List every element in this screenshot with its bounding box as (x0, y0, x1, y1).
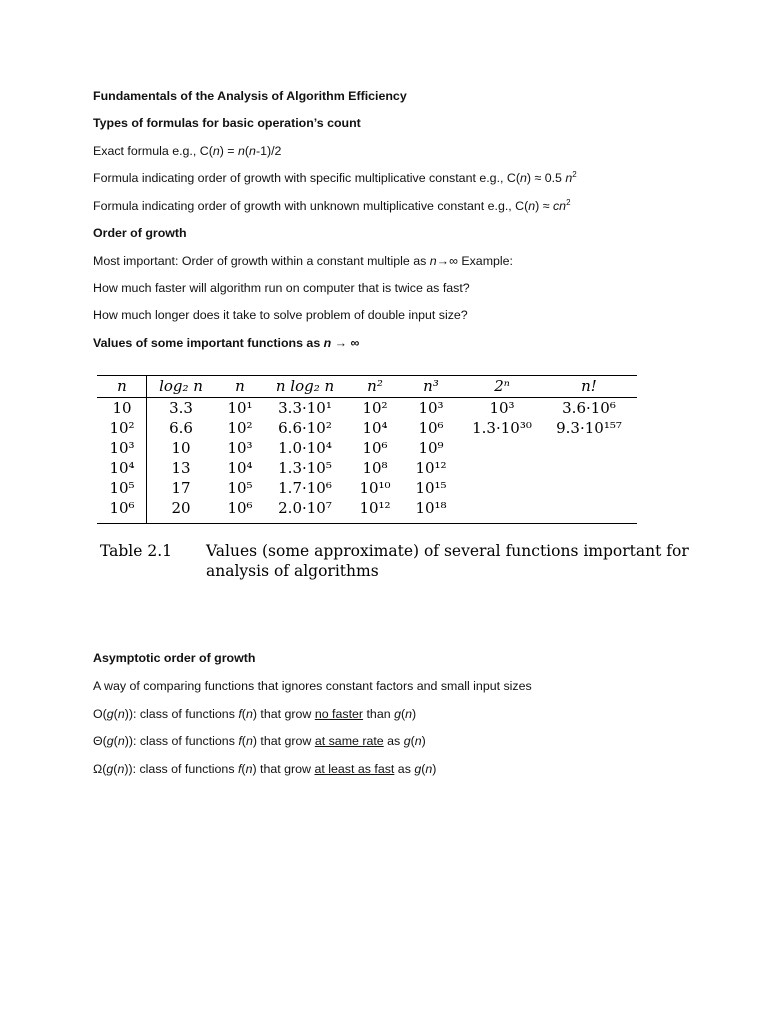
var-n: n (245, 734, 253, 748)
table-cell: 1.0·10⁴ (278, 439, 332, 457)
document-title: Fundamentals of the Analysis of Algorithm Efficiency (93, 89, 407, 103)
table-cell: 17 (171, 479, 191, 497)
table-cell: 10⁶ (227, 499, 253, 517)
text-span: ( (410, 734, 415, 748)
table-header-cell: n! (581, 377, 597, 395)
table-cell: 10¹ (227, 399, 253, 417)
table-cell: 10⁸ (362, 459, 388, 477)
asymptotic-description: A way of comparing functions that ignores constant factors and small input sizes (93, 679, 532, 693)
var-n: n (323, 336, 332, 350)
text-span: ) ≈ (535, 199, 553, 213)
big-o-definition (93, 706, 416, 722)
table-cell: 10 (171, 439, 191, 457)
text-span: ) that grow (252, 734, 315, 748)
table-cell: 10⁴ (109, 459, 135, 477)
table-header-rule (97, 397, 637, 398)
section-heading-order-of-growth: Order of growth (93, 226, 187, 240)
table-cell: 10¹⁰ (359, 479, 391, 497)
table-cell: 6.6·10² (278, 419, 332, 437)
most-important-line (93, 253, 513, 269)
var-n: n (405, 707, 413, 721)
var-n: n (117, 707, 125, 721)
text-span: ( (244, 144, 250, 158)
text-span: Values of some important functions as (93, 336, 324, 350)
exponent: 2 (566, 197, 571, 207)
table-header-cell: n³ (423, 377, 439, 395)
text-span: ) (432, 762, 437, 776)
exact-formula-line (93, 143, 281, 159)
table-header-cell: n (117, 377, 127, 395)
table-cell: 10¹⁸ (415, 499, 447, 517)
table-cell: 10¹⁵ (415, 479, 447, 497)
table-cell: 10² (109, 419, 135, 437)
table-cell: 10⁵ (227, 479, 253, 497)
table-cell: 10³ (109, 439, 135, 457)
text-span: Ω( (93, 762, 107, 776)
var-n: n (414, 734, 422, 748)
text-span: ( (241, 707, 246, 721)
text-span: as (383, 734, 404, 748)
omega-definition (93, 761, 436, 777)
table-cell: 1.7·10⁶ (278, 479, 332, 497)
table-caption-label: Table 2.1 (100, 542, 173, 560)
text-span: Formula indicating order of growth with specific multiplicative constant e.g., C( (93, 171, 520, 185)
table-header-cell: 2ⁿ (494, 377, 510, 395)
table-cell: 10³ (227, 439, 253, 457)
table-cell: 10² (227, 419, 253, 437)
theta-definition (93, 733, 426, 749)
var-n: n (565, 171, 573, 185)
table-cell: 1.3·10³⁰ (472, 419, 532, 437)
text-span: ( (421, 762, 426, 776)
table-cell: 13 (171, 459, 191, 477)
table-cell: 6.6 (169, 419, 193, 437)
text-span: Exact formula e.g., C( (93, 144, 213, 158)
var-f: f (238, 734, 242, 748)
var-g: g (106, 707, 114, 721)
table-cell: 9.3·10¹⁵⁷ (556, 419, 622, 437)
text-span: )): class of functions (124, 734, 239, 748)
var-n: n (117, 762, 125, 776)
text-span: ( (113, 707, 118, 721)
var-g: g (106, 762, 114, 776)
text-span: Θ( (93, 734, 107, 748)
text-span: O( (93, 707, 107, 721)
text-span: ( (400, 707, 406, 721)
table-cell: 3.3·10¹ (278, 399, 332, 417)
section-heading-asymptotic: Asymptotic order of growth (93, 651, 256, 665)
text-span: ( (113, 734, 118, 748)
question-faster: How much faster will algorithm run on computer that is twice as fast? (93, 281, 470, 295)
text-span: ) (412, 707, 417, 721)
underlined-phrase: at least as fast (314, 762, 395, 776)
table-cell: 20 (171, 499, 191, 517)
table-cell: 10⁴ (227, 459, 253, 477)
var-g: g (403, 734, 411, 748)
text-span: ) (421, 734, 426, 748)
arrow-infinity: → ∞ (331, 336, 360, 350)
text-span: )): class of functions (124, 707, 239, 721)
unknown-constant-line (93, 198, 571, 214)
exponent: 2 (572, 169, 577, 179)
table-column-divider (146, 375, 147, 523)
function-values-table (97, 375, 637, 525)
table-cell: 10 (112, 399, 132, 417)
var-n: n (528, 199, 536, 213)
table-bottom-rule (97, 523, 637, 524)
table-header-cell: n log₂ n (275, 377, 335, 395)
text-span: ) ≈ 0.5 (526, 171, 566, 185)
text-span: ( (113, 762, 118, 776)
table-cell: 10¹² (415, 459, 447, 477)
var-g: g (414, 762, 422, 776)
text-span: Most important: Order of growth within a constant multiple as (93, 254, 430, 268)
var-n: n (245, 707, 253, 721)
var-n: n (212, 144, 220, 158)
table-caption-text: Values (some approximate) of several functions important for analysis of algorithms (206, 542, 689, 580)
var-g: g (394, 707, 401, 721)
table-header-cell: log₂ n (159, 377, 203, 395)
table-cell: 10⁵ (109, 479, 135, 497)
var-n: n (117, 734, 125, 748)
table-cell: 2.0·10⁷ (278, 499, 332, 517)
specific-constant-line (93, 170, 577, 186)
text-span: →∞ Example: (436, 254, 513, 268)
text-span: than (363, 707, 395, 721)
table-cell: 3.6·10⁶ (562, 399, 616, 417)
var-n: n (237, 144, 245, 158)
var-cn: cn (552, 199, 567, 213)
text-span: )): class of functions (124, 762, 238, 776)
section-heading-values (93, 335, 359, 351)
table-cell: 10³ (489, 399, 515, 417)
table-cell: 10⁶ (109, 499, 135, 517)
var-f: f (237, 762, 242, 776)
table-header-cell: n² (367, 377, 383, 395)
text-span: ( (241, 734, 246, 748)
text-span: as (394, 762, 415, 776)
table-cell: 10⁴ (362, 419, 388, 437)
table-cell: 10⁹ (418, 439, 444, 457)
text-span: ) that grow (252, 707, 315, 721)
var-g: g (106, 734, 114, 748)
var-n: n (249, 144, 256, 158)
table-cell: 3.3 (169, 399, 193, 417)
question-longer: How much longer does it take to solve problem of double input size? (93, 308, 468, 322)
table-cell: 10² (362, 399, 388, 417)
text-span: -1)/2 (255, 144, 282, 158)
text-span: Formula indicating order of growth with unknown multiplicative constant e.g., C( (93, 199, 529, 213)
table-cell: 10⁶ (362, 439, 388, 457)
text-span: ( (241, 762, 246, 776)
table-header-cell: n (235, 377, 245, 395)
table-cell: 10¹² (359, 499, 391, 517)
table-top-rule (97, 375, 637, 376)
var-n: n (519, 171, 527, 185)
table-cell: 10³ (418, 399, 444, 417)
var-f: f (238, 707, 242, 721)
var-n: n (425, 762, 433, 776)
underlined-phrase: no faster (314, 707, 364, 721)
text-span: ) = (219, 144, 238, 158)
table-cell: 10⁶ (418, 419, 444, 437)
underlined-phrase: at same rate (314, 734, 384, 748)
var-n: n (429, 254, 437, 268)
section-heading-formula-types: Types of formulas for basic operation’s count (93, 116, 361, 130)
text-span: ) that grow (252, 762, 315, 776)
table-cell: 1.3·10⁵ (278, 459, 332, 477)
var-n: n (245, 762, 253, 776)
